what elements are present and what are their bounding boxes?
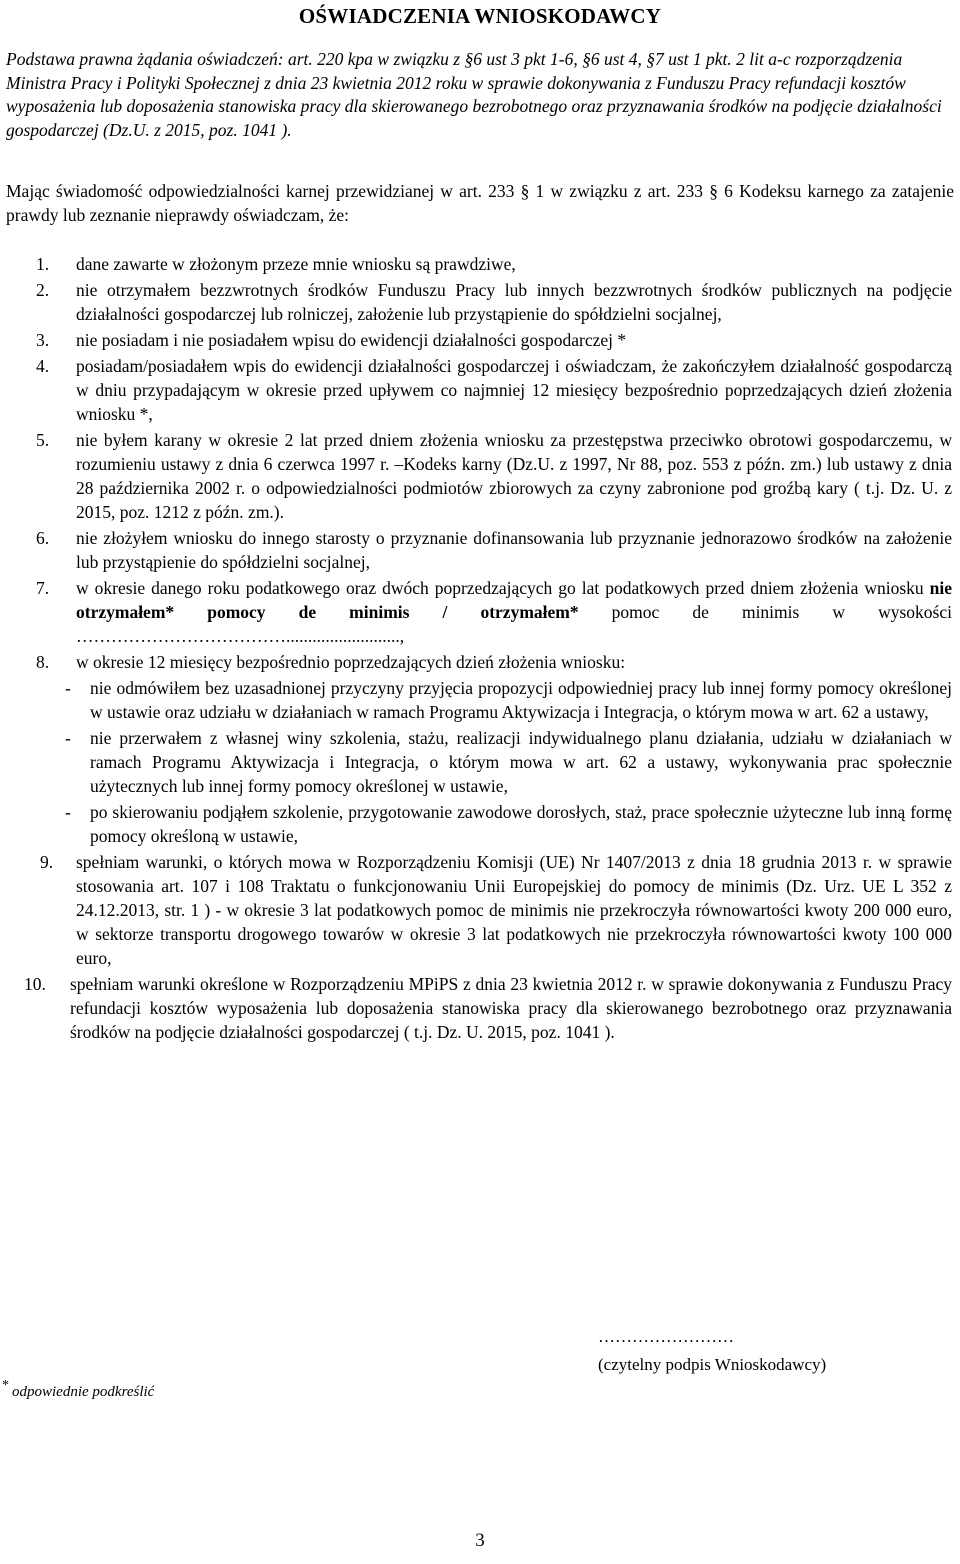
sub-item-dash: - bbox=[65, 678, 71, 698]
sub-item-text: po skierowaniu podjąłem szkolenie, przygotowanie zawodowe dorosłych, staż, prace społecznie użyteczne lub inną formę pomocy określoną w ustawie, bbox=[90, 802, 952, 846]
list-item bbox=[0, 850, 960, 970]
legal-basis bbox=[6, 48, 954, 142]
item-text: nie złożyłem wniosku do innego starosty o przyznanie dofinansowania lub przyznanie jednorazowo środków na założenie lub przystąpienie do spółdzielni socjalnej, bbox=[76, 528, 952, 572]
item-text: nie otrzymałem bezzwrotnych środków Funduszu Pracy lub innych bezzwrotnych środków publicznych na podjęcie działalności gospodarczej lub rolniczej, założenie lub przystąpienie do spółdzielni socjalnej, bbox=[76, 280, 952, 324]
item-number: 10. bbox=[24, 974, 46, 994]
sub-item-dash: - bbox=[65, 802, 71, 822]
list-item bbox=[0, 278, 960, 326]
item-text: posiadam/posiadałem wpis do ewidencji działalności gospodarczej i oświadczam, że zakończyłem działalność gospodarczą w dniu przypadającym w okresie przed upływem co najmniej 12 miesięcy bezpośrednio poprzedzających dzień złożenia wniosku *, bbox=[76, 356, 952, 424]
list-item bbox=[0, 354, 960, 426]
item-text: nie posiadam i nie posiadałem wpisu do ewidencji działalności gospodarczej * bbox=[76, 330, 627, 350]
item-text: spełniam warunki, o których mowa w Rozporządzeniu Komisji (UE) Nr 1407/2013 z dnia 18 grudnia 2013 r. w sprawie stosowania art. 107 i 108 Traktatu o funkcjonowaniu Unii Europejskiej do pomocy de minimis (Dz. Urz. UE L 352 z 24.12.2013, str. 1 ) - w okresie 3 lat podatkowych pomoc de minimis nie przekroczyła równowartości kwoty 200 000 euro, w sektorze transportu drogowego towarów w okresie 3 lat podatkowych nie przekroczyła równowartości kwoty 100 000 euro, bbox=[76, 852, 952, 968]
legal-basis-label: Podstawa prawna żądania oświadczeń: bbox=[6, 49, 284, 69]
item-text: nie byłem karany w okresie 2 lat przed dniem złożenia wniosku za przestępstwa przeciwko obrotowi gospodarczemu, w rozumieniu ustawy z dnia 6 czerwca 1997 r. –Kodeks karny (Dz.U. z 1997, Nr 88, poz. 553 z późn. zm.) lub ustawy z dnia 28 października 2002 r. o odpowiedzialności podmiotów zbiorowych za czyny zabronione pod groźbą kary ( t.j. Dz. U. z 2015, poz. 1212 z późn. zm.). bbox=[76, 430, 952, 522]
item-text-part: pomoc de minimis w wysokości ……………………………….........................., bbox=[76, 602, 952, 646]
signature-label: (czytelny podpis Wnioskodawcy) bbox=[598, 1355, 827, 1374]
item-number: 5. bbox=[36, 430, 50, 450]
item-number: 9. bbox=[40, 852, 54, 872]
sub-list-item bbox=[0, 800, 960, 848]
statements-list bbox=[0, 252, 960, 1046]
footnote-text: odpowiednie podkreślić bbox=[12, 1384, 155, 1400]
footnote-marker: * bbox=[2, 1378, 9, 1393]
list-item bbox=[0, 328, 960, 352]
statement-intro: Mając świadomość odpowiedzialności karnej przewidzianej w art. 233 § 1 w związku z art. 233 § 6 Kodeksu karnego za zatajenie prawdy lub zeznanie nieprawdy oświadczam, że: bbox=[6, 181, 954, 225]
item-text: dane zawarte w złożonym przeze mnie wniosku są prawdziwe, bbox=[76, 254, 516, 274]
sub-item-text: nie przerwałem z własnej winy szkolenia, stażu, realizacji indywidualnego planu działania, udziału w działaniach w ramach Programu Aktywizacja i Integracja, o którym mowa w art. 62 a ustawy, wykonywania prac społecznie użytecznych lub innej formy pomocy określonej w ustawie, bbox=[90, 728, 952, 796]
list-item bbox=[0, 972, 960, 1044]
item-number: 7. bbox=[36, 578, 50, 598]
list-item bbox=[0, 526, 960, 574]
item-number: 6. bbox=[36, 528, 50, 548]
list-item bbox=[0, 428, 960, 524]
item-number: 2. bbox=[36, 280, 50, 300]
sub-list-item bbox=[0, 726, 960, 798]
legal-basis-text: art. 220 kpa w związku z §6 ust 3 pkt 1-6, §6 ust 4, §7 ust 1 pkt. 2 lit a-c rozporządzenia Ministra Pracy i Polityki Społecznej z dnia 23 kwietnia 2012 roku w sprawie dokonywania z Funduszu Pracy refundacji kosztów wyposażenia lub doposażenia stanowiska pracy dla skierowanego bezrobotnego oraz przyznawania środków na podjęcie działalności gospodarczej (Dz.U. z 2015, poz. 1041 ). bbox=[6, 49, 942, 140]
sub-item-text: nie odmówiłem bez uzasadnionej przyczyny przyjęcia propozycji odpowiedniej pracy lub innej formy pomocy określonej w ustawie oraz udziału w działaniach w ramach Programu Aktywizacja i Integracja, o którym mowa w art. 62 a ustawy, bbox=[90, 678, 952, 722]
page-number: 3 bbox=[475, 1530, 485, 1551]
list-item bbox=[0, 576, 960, 648]
item-number: 4. bbox=[36, 356, 50, 376]
item-text bbox=[76, 576, 960, 648]
sub-item-dash: - bbox=[65, 728, 71, 748]
item-text-part: w okresie danego roku podatkowego oraz dwóch poprzedzających go lat podatkowych przed dniem złożenia wniosku bbox=[76, 578, 930, 598]
item-text: w okresie 12 miesięcy bezpośrednio poprzedzających dzień złożenia wniosku: bbox=[76, 652, 626, 672]
page-title: OŚWIADCZENIA WNIOSKODAWCY bbox=[298, 4, 662, 28]
signature-line: …………………… bbox=[598, 1327, 734, 1346]
item-number: 3. bbox=[36, 330, 50, 350]
sub-list-item bbox=[0, 676, 960, 724]
item-text-bold: nie otrzymałem* pomocy de minimis / otrzymałem* bbox=[76, 578, 952, 622]
item-number: 1. bbox=[36, 254, 50, 274]
item-number: 8. bbox=[36, 652, 50, 672]
list-item bbox=[0, 252, 960, 276]
list-item bbox=[0, 650, 960, 674]
item-text: spełniam warunki określone w Rozporządzeniu MPiPS z dnia 23 kwietnia 2012 r. w sprawie dokonywania z Funduszu Pracy refundacji kosztów wyposażenia lub doposażenia stanowiska pracy dla skierowanego bezrobotnego oraz przyznawania środków na podjęcie działalności gospodarczej ( t.j. Dz. U. 2015, poz. 1041 ). bbox=[70, 974, 952, 1042]
